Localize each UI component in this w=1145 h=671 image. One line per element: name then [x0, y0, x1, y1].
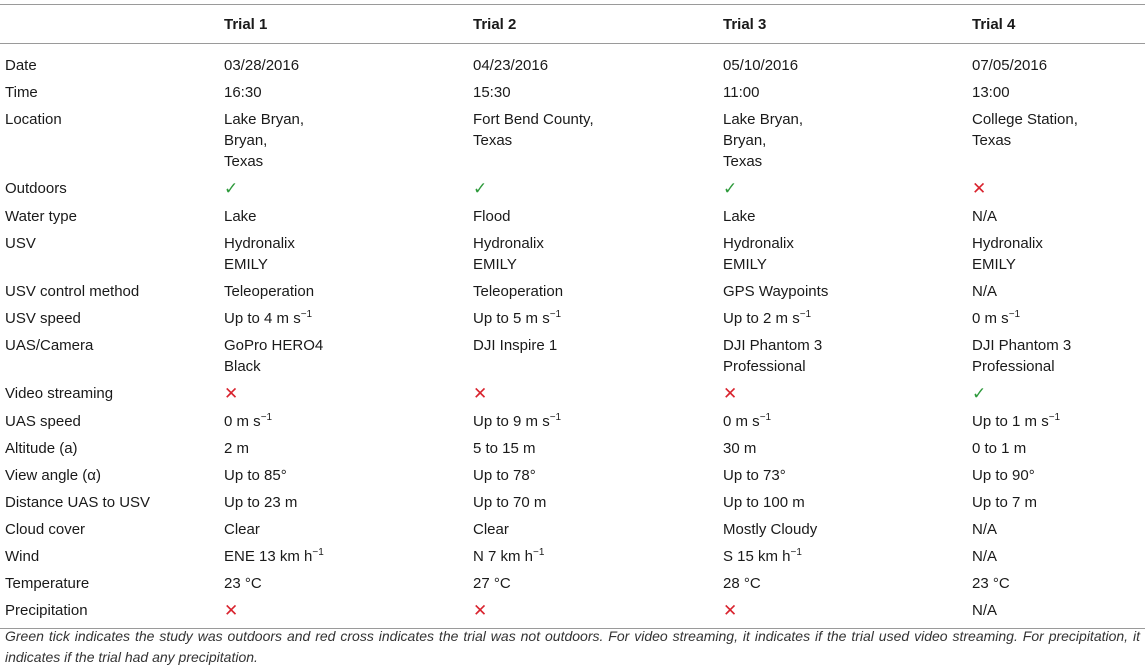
- cross-icon: ✕: [224, 601, 239, 620]
- table-cell: Up to 70 m: [473, 494, 547, 511]
- table-cell: [224, 174, 473, 202]
- table-row: [0, 596, 1145, 629]
- table-cell: [473, 304, 723, 331]
- header-cell-trial-2: Trial 2: [473, 5, 723, 44]
- header-cell-trial-3: Trial 3: [723, 5, 972, 44]
- row-label: UAS speed: [5, 413, 81, 430]
- table-row: [0, 105, 1145, 174]
- table-cell: Hydronalix EMILY: [473, 235, 544, 273]
- table-cell: [473, 542, 723, 569]
- table-cell: 0 to 1 m: [972, 440, 1027, 457]
- table-cell: [723, 407, 972, 434]
- table-cell: GPS Waypoints: [723, 283, 829, 300]
- table-cell: [473, 379, 723, 407]
- unit-exponent: −1: [790, 547, 802, 558]
- unit-exponent: −1: [312, 547, 324, 558]
- row-label: UAS/Camera: [5, 337, 94, 354]
- cell-value: S 15 km h: [723, 548, 791, 565]
- table-cell: N/A: [972, 548, 998, 565]
- table-cell: 5 to 15 m: [473, 440, 536, 457]
- unit-exponent: −1: [1048, 412, 1061, 423]
- table-cell: [723, 304, 972, 331]
- table-cell: 27 °C: [473, 575, 511, 592]
- table-cell: Up to 7 m: [972, 494, 1038, 511]
- table-row: [0, 229, 1145, 277]
- cell-value: Up to 2 m s: [723, 310, 800, 327]
- row-label: Precipitation: [0, 596, 224, 629]
- table-cell: 28 °C: [723, 575, 761, 592]
- cross-icon: ✕: [473, 384, 488, 403]
- table-cell: Up to 73°: [723, 467, 786, 484]
- table-row: [0, 331, 1145, 379]
- header-cell-label: [0, 5, 224, 44]
- row-label: View angle (α): [5, 467, 101, 484]
- table-cell: 2 m: [224, 440, 250, 457]
- table-body: [0, 44, 1145, 629]
- row-label: USV speed: [5, 310, 81, 327]
- row-label: Cloud cover: [5, 521, 86, 538]
- tick-icon: ✓: [972, 384, 987, 403]
- cross-icon: ✕: [723, 601, 738, 620]
- unit-exponent: −1: [799, 309, 812, 320]
- table-cell: DJI Phantom 3 Professional: [972, 337, 1072, 375]
- cross-icon: ✕: [224, 384, 239, 403]
- table-cell: N/A: [972, 521, 998, 538]
- table-row: [0, 202, 1145, 229]
- unit-exponent: −1: [549, 309, 562, 320]
- table-cell: [723, 379, 972, 407]
- table-cell: GoPro HERO4 Black: [224, 337, 324, 375]
- table-cell: Hydronalix EMILY: [224, 235, 295, 273]
- table-row: [0, 461, 1145, 488]
- row-label: Outdoors: [5, 180, 67, 197]
- table-row: [0, 542, 1145, 569]
- table-cell: 23 °C: [224, 575, 262, 592]
- table-cell: DJI Phantom 3 Professional: [723, 337, 823, 375]
- unit-exponent: −1: [533, 547, 545, 558]
- table-cell: 07/05/2016: [972, 57, 1048, 74]
- table-row: [0, 515, 1145, 542]
- header-cell-trial-1: Trial 1: [224, 5, 473, 44]
- table-cell: [473, 174, 723, 202]
- table-row: [0, 379, 1145, 407]
- table-cell: Up to 100 m: [723, 494, 805, 511]
- cell-value: 0 m s: [723, 413, 760, 430]
- table-cell: 03/28/2016: [224, 57, 300, 74]
- table-cell: [473, 407, 723, 434]
- table-cell: N/A: [972, 208, 998, 225]
- table-cell: Lake: [723, 208, 756, 225]
- table-cell: N/A: [972, 596, 1145, 629]
- table-cell: [723, 542, 972, 569]
- table-cell: Up to 78°: [473, 467, 536, 484]
- table-cell: College Station, Texas: [972, 111, 1078, 149]
- table-cell: 11:00: [723, 84, 760, 101]
- table-cell: Mostly Cloudy: [723, 521, 818, 538]
- row-label: Wind: [5, 548, 40, 565]
- cell-value: Up to 4 m s: [224, 310, 301, 327]
- table-cell: 23 °C: [972, 575, 1010, 592]
- cross-icon: ✕: [723, 384, 738, 403]
- table-row: [0, 78, 1145, 105]
- cross-icon: ✕: [473, 601, 488, 620]
- table-cell: 13:00: [972, 84, 1010, 101]
- table-cell: [224, 407, 473, 434]
- table-cell: 15:30: [473, 84, 511, 101]
- cell-value: Up to 5 m s: [473, 310, 550, 327]
- table-cell: 16:30: [224, 84, 262, 101]
- table-header: [0, 5, 1145, 44]
- row-label: Altitude (a): [5, 440, 78, 457]
- unit-exponent: −1: [759, 412, 772, 423]
- table-cell: N/A: [972, 283, 998, 300]
- cell-value: Up to 9 m s: [473, 413, 550, 430]
- row-label: Distance UAS to USV: [5, 494, 151, 511]
- unit-exponent: −1: [549, 412, 562, 423]
- table-row: [0, 44, 1145, 79]
- row-label: USV control method: [5, 283, 140, 300]
- unit-exponent: −1: [260, 412, 273, 423]
- table-cell: Flood: [473, 208, 511, 225]
- table-cell: Teleoperation: [224, 283, 315, 300]
- unit-exponent: −1: [300, 309, 313, 320]
- table-cell: [972, 379, 1145, 407]
- table-row: [0, 174, 1145, 202]
- table-row: [0, 434, 1145, 461]
- table-cell: [224, 542, 473, 569]
- cell-value: Up to 1 m s: [972, 413, 1049, 430]
- table-cell: [723, 174, 972, 202]
- table-cell: Hydronalix EMILY: [723, 235, 794, 273]
- table-cell: [473, 596, 723, 629]
- table-cell: [972, 407, 1145, 434]
- row-label: Time: [5, 84, 38, 101]
- row-label: Temperature: [5, 575, 90, 592]
- table-row: [0, 488, 1145, 515]
- table-cell: [224, 304, 473, 331]
- cell-value: ENE 13 km h: [224, 548, 313, 565]
- row-label: Date: [5, 57, 37, 74]
- cross-icon: ✕: [972, 179, 987, 198]
- row-label: USV: [5, 235, 36, 252]
- table-cell: 04/23/2016: [473, 57, 549, 74]
- table-cell: [224, 596, 473, 629]
- table-cell: DJI Inspire 1: [473, 337, 558, 354]
- cell-value: 0 m s: [972, 310, 1009, 327]
- table-cell: 30 m: [723, 440, 757, 457]
- table-cell: Up to 90°: [972, 467, 1035, 484]
- table-cell: Fort Bend County, Texas: [473, 111, 594, 149]
- table-footnote: Green tick indicates the study was outdoors and red cross indicates the trial was not outdoors. For video streaming, it indicates if the trial used video streaming. For precipitation, it indicates if the trial had any precipitation.: [5, 628, 1140, 665]
- header-row: [0, 5, 1145, 44]
- row-label: Location: [5, 111, 62, 128]
- table-row: [0, 407, 1145, 434]
- table-row: [0, 304, 1145, 331]
- table-cell: Lake Bryan, Bryan, Texas: [224, 111, 305, 170]
- table-cell: Lake: [224, 208, 257, 225]
- table-cell: Lake Bryan, Bryan, Texas: [723, 111, 804, 170]
- table-cell: [723, 596, 972, 629]
- tick-icon: ✓: [224, 179, 239, 198]
- table-cell: Clear: [473, 521, 509, 538]
- row-label: Video streaming: [5, 385, 114, 402]
- table-row: [0, 569, 1145, 596]
- trials-table: [0, 4, 1145, 629]
- table-cell: Up to 23 m: [224, 494, 298, 511]
- table-cell: Up to 85°: [224, 467, 287, 484]
- tick-icon: ✓: [723, 179, 738, 198]
- table-cell: [972, 174, 1145, 202]
- unit-exponent: −1: [1008, 309, 1021, 320]
- cell-value: 0 m s: [224, 413, 261, 430]
- table-cell: [224, 379, 473, 407]
- table-row: [0, 277, 1145, 304]
- table-cell: Hydronalix EMILY: [972, 235, 1043, 273]
- table-cell: [972, 304, 1145, 331]
- cell-value: N 7 km h: [473, 548, 534, 565]
- header-cell-trial-4: Trial 4: [972, 5, 1145, 44]
- tick-icon: ✓: [473, 179, 488, 198]
- row-label: Water type: [5, 208, 77, 225]
- table-cell: Clear: [224, 521, 260, 538]
- table-cell: Teleoperation: [473, 283, 564, 300]
- table-cell: 05/10/2016: [723, 57, 799, 74]
